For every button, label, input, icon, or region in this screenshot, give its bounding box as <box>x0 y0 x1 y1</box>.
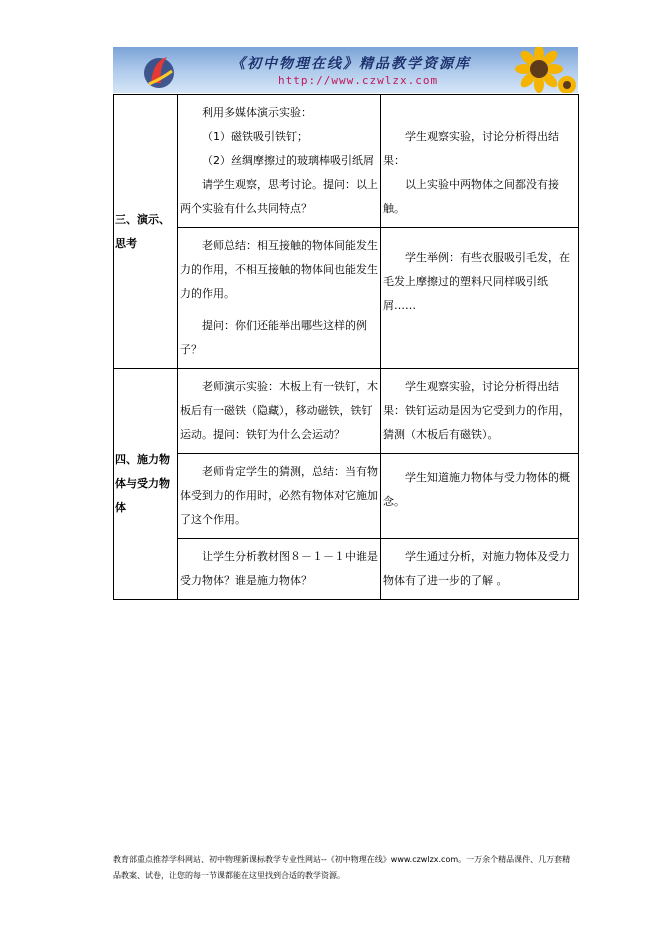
site-logo <box>139 51 179 91</box>
teacher-line: 利用多媒体演示实验： <box>202 106 312 119</box>
sunflower-icon <box>497 47 577 93</box>
stage-cell: 四、施力物体与受力物体 <box>114 369 178 600</box>
student-line: 学生观察实验，讨论分析得出结果：铁钉运动是因为它受到力的作用，猜测（木板后有磁铁）。 <box>383 380 570 441</box>
teacher-activity-cell <box>178 228 381 369</box>
site-url[interactable]: http://www.czwlzx.com <box>278 74 439 87</box>
teacher-line: 请学生观察，思考讨论。提问：以上两个实验有什么共同特点？ <box>180 178 378 215</box>
teacher-activity-cell <box>178 95 381 228</box>
table-row <box>114 95 579 228</box>
student-line: 学生通过分析，对施力物体及受力物体有了进一步的了解 。 <box>383 550 570 587</box>
teacher-line: （2）丝绸摩擦过的玻璃棒吸引纸屑 <box>202 154 374 167</box>
teacher-line: 让学生分析教材图８－１－１中谁是受力物体？谁是施力物体？ <box>180 550 378 587</box>
student-activity-cell <box>381 454 579 539</box>
table-row <box>114 539 579 600</box>
teacher-line: 提问：你们还能举出哪些这样的例子？ <box>180 319 367 356</box>
student-activity-cell <box>381 539 579 600</box>
header-banner <box>113 47 578 93</box>
table-row <box>114 228 579 369</box>
site-title: 《初中物理在线》精品教学资源库 <box>231 56 471 72</box>
table-row <box>114 454 579 539</box>
teacher-line: （1）磁铁吸引铁钉； <box>202 130 308 143</box>
teacher-line: 老师演示实验：木板上有一铁钉，木板后有一磁铁（隐藏），移动磁铁，铁钉运动。提问：铁钉为什么会运动？ <box>180 380 378 441</box>
student-line: 学生知道施力物体与受力物体的概念。 <box>383 471 570 508</box>
teacher-line: 老师总结：相互接触的物体间能发生力的作用，不相互接触的物体间也能发生力的作用。 <box>180 239 378 300</box>
student-line: 学生观察实验，讨论分析得出结果： <box>383 130 559 167</box>
teacher-line: 老师肯定学生的猜测，总结：当有物体受到力的作用时，必然有物体对它施加了这个作用。 <box>180 465 378 526</box>
student-activity-cell <box>381 228 579 369</box>
teacher-activity-cell <box>178 454 381 539</box>
teacher-activity-cell <box>178 539 381 600</box>
student-activity-cell <box>381 369 579 454</box>
lesson-table <box>113 94 579 600</box>
student-line: 学生举例：有些衣服吸引毛发，在毛发上摩擦过的塑料尺同样吸引纸屑…… <box>383 251 570 312</box>
student-line: 以上实验中两物体之间都没有接触。 <box>383 178 559 215</box>
stage-cell: 三、演示、思考 <box>114 95 178 369</box>
page-footer: 教育部重点推荐学科网站、初中物理新课标教学专业性网站--《初中物理在线》www.czwlzx.com。一万余个精品课件、几万套精品教案、试卷，让您的每一节课都能在这里找到合适的教学资源。 <box>113 855 571 880</box>
teacher-activity-cell <box>178 369 381 454</box>
student-activity-cell <box>381 95 579 228</box>
table-row <box>114 369 579 454</box>
